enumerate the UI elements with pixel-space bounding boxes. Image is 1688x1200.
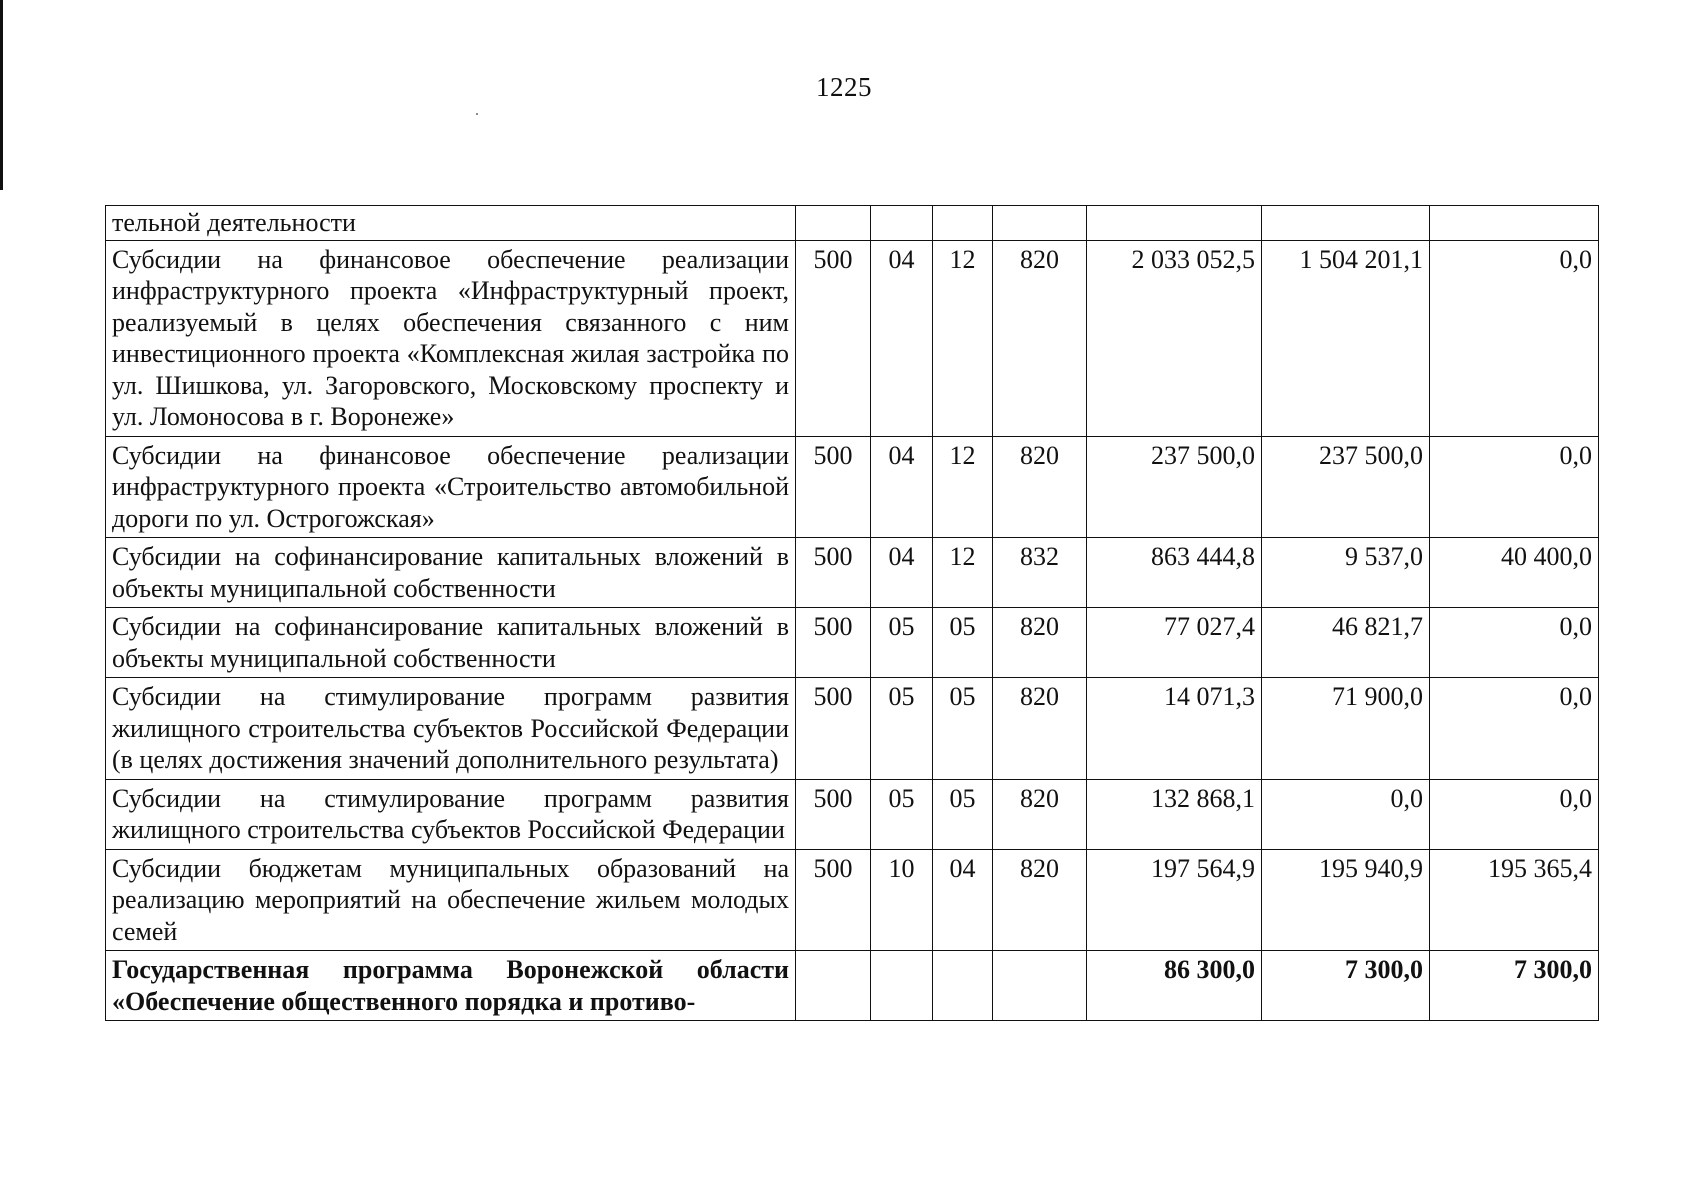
code-expense-type: 820 xyxy=(993,240,1087,436)
code-section: 10 xyxy=(871,849,933,951)
row-description: Субсидии бюджетам муниципальных образований на реализацию мероприятий на обеспечение жильем молодых семей xyxy=(106,849,796,951)
amount-year-1: 2 033 052,5 xyxy=(1087,240,1262,436)
amount-year-3 xyxy=(1430,206,1599,241)
code-admin: 500 xyxy=(796,538,871,608)
row-description: Субсидии на финансовое обеспечение реализации инфраструктурного проекта «Инфраструктурный проект, реализуемый в целях обеспечения связанного с ним инвестиционного проекта «Комплексная жилая застройка по ул. Шишкова, ул. Загоровского, Московскому проспекту и ул. Ломоносова в г. Воронеже» xyxy=(106,240,796,436)
code-expense-type xyxy=(993,951,1087,1021)
code-admin xyxy=(796,951,871,1021)
row-description: тельной деятельности xyxy=(106,206,796,241)
amount-year-1: 237 500,0 xyxy=(1087,436,1262,538)
code-section: 05 xyxy=(871,678,933,780)
code-section: 04 xyxy=(871,538,933,608)
amount-year-1: 197 564,9 xyxy=(1087,849,1262,951)
table-row xyxy=(106,538,1599,608)
budget-table xyxy=(105,205,1599,1021)
amount-year-2: 195 940,9 xyxy=(1262,849,1430,951)
amount-year-1: 132 868,1 xyxy=(1087,779,1262,849)
code-admin: 500 xyxy=(796,849,871,951)
table-row xyxy=(106,240,1599,436)
table-row xyxy=(106,206,1599,241)
amount-year-3: 40 400,0 xyxy=(1430,538,1599,608)
table-row xyxy=(106,849,1599,951)
amount-year-2: 46 821,7 xyxy=(1262,608,1430,678)
code-subsection: 12 xyxy=(933,538,993,608)
code-expense-type: 820 xyxy=(993,678,1087,780)
amount-year-3: 0,0 xyxy=(1430,240,1599,436)
amount-year-3: 0,0 xyxy=(1430,779,1599,849)
code-section xyxy=(871,951,933,1021)
code-expense-type: 820 xyxy=(993,436,1087,538)
code-expense-type: 832 xyxy=(993,538,1087,608)
code-section xyxy=(871,206,933,241)
code-expense-type: 820 xyxy=(993,849,1087,951)
row-description: Субсидии на стимулирование программ развития жилищного строительства субъектов Российской Федерации (в целях достижения значений дополнительного результата) xyxy=(106,678,796,780)
row-description: Субсидии на финансовое обеспечение реализации инфраструктурного проекта «Строительство автомобильной дороги по ул. Острогожская» xyxy=(106,436,796,538)
amount-year-1: 77 027,4 xyxy=(1087,608,1262,678)
table-row xyxy=(106,436,1599,538)
code-subsection: 04 xyxy=(933,849,993,951)
amount-year-2: 9 537,0 xyxy=(1262,538,1430,608)
code-admin: 500 xyxy=(796,436,871,538)
code-subsection: 12 xyxy=(933,240,993,436)
table-row xyxy=(106,779,1599,849)
row-description: Субсидии на стимулирование программ развития жилищного строительства субъектов Российской Федерации xyxy=(106,779,796,849)
amount-year-1: 14 071,3 xyxy=(1087,678,1262,780)
code-admin: 500 xyxy=(796,678,871,780)
amount-year-2: 237 500,0 xyxy=(1262,436,1430,538)
table-row xyxy=(106,608,1599,678)
code-admin: 500 xyxy=(796,608,871,678)
code-expense-type xyxy=(993,206,1087,241)
amount-year-3: 0,0 xyxy=(1430,436,1599,538)
code-section: 05 xyxy=(871,779,933,849)
code-section: 04 xyxy=(871,240,933,436)
code-expense-type: 820 xyxy=(993,779,1087,849)
amount-year-1: 863 444,8 xyxy=(1087,538,1262,608)
amount-year-2 xyxy=(1262,206,1430,241)
code-subsection: 05 xyxy=(933,779,993,849)
table-row xyxy=(106,678,1599,780)
code-admin: 500 xyxy=(796,779,871,849)
code-section: 04 xyxy=(871,436,933,538)
scan-speck xyxy=(476,113,478,115)
code-admin: 500 xyxy=(796,240,871,436)
amount-year-1 xyxy=(1087,206,1262,241)
code-subsection: 05 xyxy=(933,678,993,780)
row-description: Государственная программа Воронежской области «Обеспечение общественного порядка и противо- xyxy=(106,951,796,1021)
amount-year-2: 0,0 xyxy=(1262,779,1430,849)
code-subsection xyxy=(933,951,993,1021)
code-subsection: 05 xyxy=(933,608,993,678)
code-expense-type: 820 xyxy=(993,608,1087,678)
code-admin xyxy=(796,206,871,241)
amount-year-3: 0,0 xyxy=(1430,608,1599,678)
table-row-program-total xyxy=(106,951,1599,1021)
code-subsection: 12 xyxy=(933,436,993,538)
amount-year-2: 1 504 201,1 xyxy=(1262,240,1430,436)
code-section: 05 xyxy=(871,608,933,678)
amount-year-2: 7 300,0 xyxy=(1262,951,1430,1021)
row-description: Субсидии на софинансирование капитальных вложений в объекты муниципальной собственности xyxy=(106,608,796,678)
amount-year-3: 0,0 xyxy=(1430,678,1599,780)
amount-year-1: 86 300,0 xyxy=(1087,951,1262,1021)
code-subsection xyxy=(933,206,993,241)
amount-year-2: 71 900,0 xyxy=(1262,678,1430,780)
page-number: 1225 xyxy=(816,72,872,102)
amount-year-3: 195 365,4 xyxy=(1430,849,1599,951)
row-description: Субсидии на софинансирование капитальных вложений в объекты муниципальной собственности xyxy=(106,538,796,608)
amount-year-3: 7 300,0 xyxy=(1430,951,1599,1021)
